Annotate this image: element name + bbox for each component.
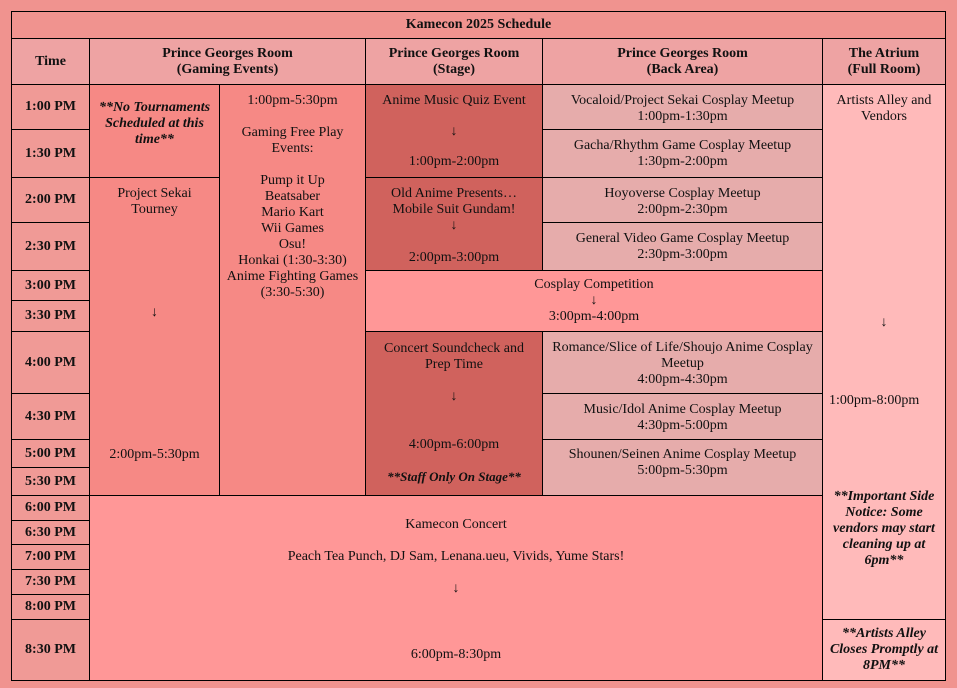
header-atrium-room: The Atrium <box>848 45 920 61</box>
time-label: 3:00 PM <box>25 277 76 293</box>
event-anime-music-quiz[interactable] <box>365 84 543 178</box>
header-atrium-area: (Full Room) <box>847 61 921 77</box>
notice-line: 8PM** <box>863 658 905 673</box>
notice-line: **Artists Alley <box>842 626 926 641</box>
event-time: 1:00pm-2:00pm <box>408 154 500 169</box>
event-gaming-free-play[interactable] <box>219 84 366 496</box>
event-cosplay-meetup[interactable] <box>542 84 823 130</box>
time-slot <box>11 467 90 496</box>
event-name: Artists Alley and <box>836 93 932 108</box>
time-slot <box>11 594 90 620</box>
game-item: Anime Fighting Games <box>226 269 359 284</box>
game-item: (3:30-5:30) <box>260 285 325 300</box>
arrow-down-icon: ↓ <box>452 581 460 596</box>
event-time: 2:30pm-3:00pm <box>637 247 728 262</box>
time-label: 7:30 PM <box>25 574 76 589</box>
time-label: 1:30 PM <box>25 145 76 161</box>
event-time: 5:00pm-5:30pm <box>637 463 728 478</box>
event-concert-soundcheck[interactable] <box>365 331 543 496</box>
artists-alley-closing-notice <box>822 619 946 681</box>
event-gundam-screening[interactable] <box>365 177 543 271</box>
time-label: 1:00 PM <box>25 99 76 114</box>
time-slot <box>11 495 90 521</box>
event-time: 1:00pm-1:30pm <box>637 109 728 124</box>
event-time: 2:00pm-2:30pm <box>637 202 728 217</box>
notice-line: Scheduled at this <box>105 116 204 131</box>
time-slot <box>11 270 90 301</box>
notice-line: vendors may start <box>833 521 935 536</box>
time-label: 8:30 PM <box>25 642 76 657</box>
time-slot <box>11 129 90 178</box>
event-time: 6:00pm-8:30pm <box>410 647 502 662</box>
time-label: 5:00 PM <box>25 445 76 461</box>
event-name: Tourney <box>131 202 178 217</box>
event-time: 4:30pm-5:00pm <box>637 418 728 433</box>
header-gaming-room: Prince Georges Room <box>162 45 293 61</box>
event-time: 1:30pm-2:00pm <box>637 154 728 169</box>
event-cosplay-competition[interactable] <box>365 270 823 332</box>
staff-only-note: **Staff Only On Stage** <box>387 469 521 484</box>
event-cosplay-meetup[interactable] <box>542 222 823 271</box>
arrow-down-icon: ↓ <box>151 305 158 320</box>
concert-performers: Peach Tea Punch, DJ Sam, Lenana.ueu, Vivids, Yume Stars! <box>287 549 625 564</box>
vendor-cleanup-notice <box>833 489 935 569</box>
event-name: Vendors <box>861 109 907 124</box>
schedule-title <box>11 11 946 39</box>
header-atrium <box>822 38 946 85</box>
event-name: Shounen/Seinen Anime Cosplay Meetup <box>568 447 797 462</box>
event-time: 1:00pm-5:30pm <box>247 93 338 108</box>
event-time: 4:00pm-6:00pm <box>408 437 500 452</box>
header-time <box>11 38 90 85</box>
event-name: Cosplay Competition <box>534 277 654 292</box>
time-slot <box>11 569 90 595</box>
time-slot <box>11 544 90 570</box>
game-item: Mario Kart <box>261 205 324 220</box>
event-name: Mobile Suit Gundam! <box>392 202 516 217</box>
notice-line: Closes Promptly at <box>829 642 939 657</box>
event-name: Romance/Slice of Life/Shoujo Anime Cosplay Meetup <box>552 340 813 371</box>
notice-line: **No Tournaments <box>98 100 211 115</box>
header-gaming <box>89 38 366 85</box>
time-label: 6:00 PM <box>25 500 76 515</box>
header-stage <box>365 38 543 85</box>
game-item: Osu! <box>278 237 307 252</box>
arrow-down-icon: ↓ <box>590 293 598 308</box>
game-item: Beatsaber <box>264 189 321 204</box>
event-name: Hoyoverse Cosplay Meetup <box>604 186 761 201</box>
notice-line: 6pm** <box>864 553 904 568</box>
time-slot <box>11 177 90 223</box>
arrow-down-icon: ↓ <box>450 389 458 404</box>
time-slot <box>11 84 90 130</box>
event-time: 1:00pm-8:00pm <box>829 393 920 408</box>
time-label: 3:30 PM <box>25 308 76 323</box>
event-cosplay-meetup[interactable] <box>542 393 823 440</box>
event-name: Gacha/Rhythm Game Cosplay Meetup <box>573 138 792 153</box>
notice-line: cleaning up at <box>842 537 926 552</box>
event-cosplay-meetup[interactable] <box>542 331 823 394</box>
time-label: 5:30 PM <box>25 473 76 489</box>
time-slot <box>11 331 90 394</box>
time-label: 7:00 PM <box>25 549 76 564</box>
time-slot <box>11 222 90 271</box>
event-time: 2:00pm-5:30pm <box>109 447 200 462</box>
notice-line: **Important Side <box>833 489 935 504</box>
time-slot <box>11 619 90 681</box>
time-slot <box>11 439 90 468</box>
time-slot <box>11 520 90 545</box>
event-name: Kamecon Concert <box>405 517 507 532</box>
event-cosplay-meetup[interactable] <box>542 129 823 178</box>
time-label: 2:00 PM <box>25 192 76 207</box>
time-label: 6:30 PM <box>25 524 76 540</box>
time-slot <box>11 300 90 332</box>
arrow-down-icon: ↓ <box>450 218 458 233</box>
time-label: 4:00 PM <box>25 354 76 370</box>
event-kamecon-concert[interactable] <box>89 495 823 681</box>
event-time: 2:00pm-3:00pm <box>408 250 500 265</box>
notice-line: Notice: Some <box>845 505 923 520</box>
event-cosplay-meetup[interactable] <box>542 177 823 223</box>
event-name: Project Sekai <box>117 186 192 201</box>
event-time: 3:00pm-4:00pm <box>548 309 640 324</box>
schedule-title-text: Kamecon 2025 Schedule <box>405 17 552 32</box>
arrow-down-icon: ↓ <box>450 124 458 139</box>
game-item: Wii Games <box>261 221 324 236</box>
event-name: Prep Time <box>425 357 483 372</box>
time-label: 4:30 PM <box>25 408 76 424</box>
arrow-down-icon: ↓ <box>880 315 888 330</box>
event-name: Vocaloid/Project Sekai Cosplay Meetup <box>570 93 795 108</box>
event-project-sekai-tourney[interactable] <box>89 177 220 496</box>
time-slot <box>11 393 90 440</box>
event-name: Old Anime Presents… <box>391 186 517 201</box>
event-name: Anime Music Quiz Event <box>382 93 526 108</box>
event-name: Gaming Free Play <box>241 125 344 140</box>
event-name: Concert Soundcheck and <box>384 341 524 356</box>
time-label: 8:00 PM <box>25 599 76 614</box>
header-back-area: (Back Area) <box>646 61 719 77</box>
header-back-room: Prince Georges Room <box>617 45 748 61</box>
event-cosplay-meetup[interactable] <box>542 439 823 496</box>
game-item: Pump it Up <box>260 173 325 188</box>
header-time-label: Time <box>35 53 66 69</box>
no-tournaments-notice <box>89 84 220 178</box>
event-name: Events: <box>271 141 314 156</box>
event-artists-alley[interactable] <box>822 84 946 620</box>
header-stage-room: Prince Georges Room <box>388 45 520 61</box>
event-name: General Video Game Cosplay Meetup <box>575 231 790 246</box>
event-time: 4:00pm-4:30pm <box>637 372 728 387</box>
header-stage-area: (Stage) <box>433 61 475 77</box>
time-label: 2:30 PM <box>25 238 76 254</box>
game-item: Honkai (1:30-3:30) <box>238 253 347 268</box>
event-name: Music/Idol Anime Cosplay Meetup <box>583 402 782 417</box>
header-gaming-area: (Gaming Events) <box>176 61 279 77</box>
notice-line: time** <box>135 132 174 147</box>
header-back <box>542 38 823 85</box>
